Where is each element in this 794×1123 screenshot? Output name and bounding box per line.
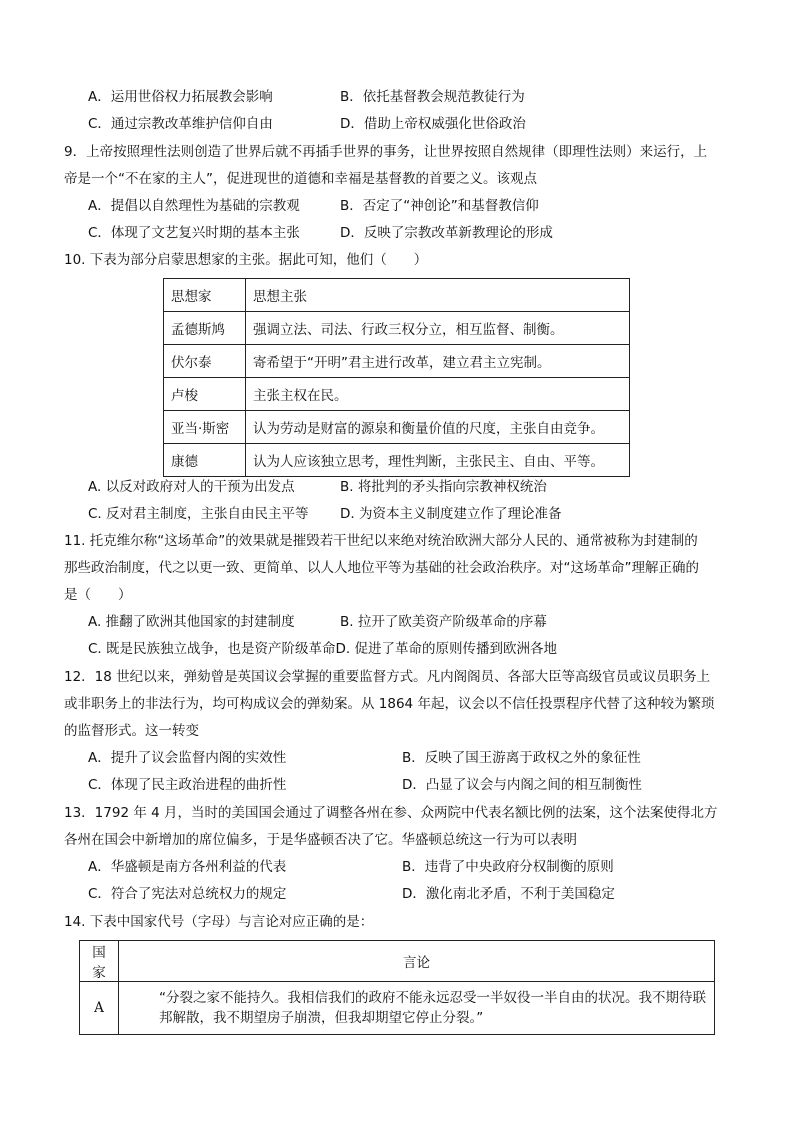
q8-option-b: B．依托基督教会规范教徒行为 <box>340 89 525 105</box>
table-header-cell: 国家 <box>80 941 119 982</box>
quote-text: “分裂之家不能持久。我相信我们的政府不能永远忍受一半奴役一半自由的状况。我不期待联邦解散，我不期望房子崩溃，但我却期望它停止分裂。” <box>119 982 715 1035</box>
q10-option-b: B. 将批判的矛头指向宗教神权统治 <box>340 479 547 495</box>
q11-stem-line1: 11. 托克维尔称“这场革命”的效果就是摧毁若干世纪以来绝对统治欧洲大部分人民的、通常被称为封建制的 <box>64 533 698 549</box>
q12-stem-line3: 的监督形式。这一转变 <box>64 723 199 739</box>
q12-stem-line2: 或非职务上的非法行为，均可构成议会的弹劾案。从 1864 年起，议会以不信任投票程序代替了这种较为繁琐 <box>64 696 715 712</box>
thinker-idea: 强调立法、司法、行政三权分立，相互监督、制衡。 <box>246 312 630 345</box>
q9-option-c: C．体现了文艺复兴时期的基本主张 <box>88 225 300 241</box>
q9-option-a: A．提倡以自然理性为基础的宗教观 <box>88 198 300 214</box>
table-row <box>164 378 630 411</box>
thinker-name: 孟德斯鸠 <box>164 312 246 345</box>
country-code: A <box>80 982 119 1035</box>
thinker-name: 卢梭 <box>164 378 246 411</box>
q10-thinkers-table <box>163 278 630 477</box>
q9-option-d: D．反映了宗教改革新教理论的形成 <box>340 225 553 241</box>
q11-stem-line2: 那些政治制度，代之以更一致、更简单、以人人地位平等为基础的社会政治秩序。对“这场革命”理解正确的 <box>64 560 699 576</box>
q10-option-d: D. 为资本主义制度建立作了理论准备 <box>340 506 562 522</box>
table-row <box>80 982 715 1035</box>
q11-option-a: A. 推翻了欧洲其他国家的封建制度 <box>88 614 295 630</box>
table-header-row <box>164 279 630 312</box>
q11-option-b: B. 拉开了欧美资产阶级革命的序幕 <box>340 614 547 630</box>
table-header-cell: 思想主张 <box>246 279 630 312</box>
q14-quotes-table <box>79 940 715 1035</box>
q10-option-a: A. 以反对政府对人的干预为出发点 <box>88 479 295 495</box>
table-header-cell: 言论 <box>119 941 715 982</box>
q13-option-a: A．华盛顿是南方各州利益的代表 <box>88 859 287 875</box>
q8-option-c: C．通过宗教改革维护信仰自由 <box>88 116 273 132</box>
q10-option-c: C. 反对君主制度，主张自由民主平等 <box>88 506 309 522</box>
q13-option-b: B．违背了中央政府分权制衡的原则 <box>402 859 614 875</box>
q13-option-c: C．符合了宪法对总统权力的规定 <box>88 886 287 902</box>
q11-stem-line3: 是（ ） <box>64 587 132 603</box>
thinker-idea: 主张主权在民。 <box>246 378 630 411</box>
q13-stem-line2: 各州在国会中新增加的席位偏多，于是华盛顿否决了它。华盛顿总统这一行为可以表明 <box>64 832 577 848</box>
thinker-idea: 寄希望于“开明”君主进行改革，建立君主立宪制。 <box>246 345 630 378</box>
q12-option-a: A．提升了议会监督内阁的实效性 <box>88 750 287 766</box>
table-row <box>164 444 630 477</box>
q12-stem-line1: 12．18 世纪以来，弹劾曾是英国议会掌握的重要监督方式。凡内阁阁员、各部大臣等高级官员或议员职务上 <box>64 669 711 685</box>
q8-option-a: A．运用世俗权力拓展教会影响 <box>88 89 273 105</box>
q8-option-d: D．借助上帝权威强化世俗政治 <box>340 116 526 132</box>
q10-stem: 10. 下表为部分启蒙思想家的主张。据此可知，他们（ ） <box>64 252 428 268</box>
table-row <box>164 312 630 345</box>
q9-stem-line1: 9．上帝按照理性法则创造了世界后就不再插手世界的事务，让世界按照自然规律（即理性法则）来运行，上 <box>64 144 708 160</box>
q12-option-d: D．凸显了议会与内阁之间的相互制衡性 <box>402 777 642 793</box>
table-row <box>164 411 630 444</box>
thinker-idea: 认为劳动是财富的源泉和衡量价值的尺度，主张自由竞争。 <box>246 411 630 444</box>
q11-option-cd: C. 既是民族独立战争，也是资产阶级革命D. 促进了革命的原则传播到欧洲各地 <box>88 641 557 657</box>
q9-stem-line2: 帝是一个“不在家的主人”，促进现世的道德和幸福是基督教的首要之义。该观点 <box>64 171 537 187</box>
q9-option-b: B．否定了“神创论”和基督教信仰 <box>340 198 539 214</box>
table-header-row <box>80 941 715 982</box>
thinker-name: 亚当·斯密 <box>164 411 246 444</box>
thinker-idea: 认为人应该独立思考，理性判断，主张民主、自由、平等。 <box>246 444 630 477</box>
q12-option-b: B．反映了国王游离于政权之外的象征性 <box>402 750 641 766</box>
q13-option-d: D．激化南北矛盾，不利于美国稳定 <box>402 886 615 902</box>
q14-stem: 14. 下表中国家代号（字母）与言论对应正确的是： <box>64 914 374 930</box>
q13-stem-line1: 13．1792 年 4 月，当时的美国国会通过了调整各州在参、众两院中代表名额比例的法案，这个法案使得北方 <box>64 805 718 821</box>
thinker-name: 康德 <box>164 444 246 477</box>
thinker-name: 伏尔泰 <box>164 345 246 378</box>
q12-option-c: C．体现了民主政治进程的曲折性 <box>88 777 287 793</box>
table-row <box>164 345 630 378</box>
table-header-cell: 思想家 <box>164 279 246 312</box>
